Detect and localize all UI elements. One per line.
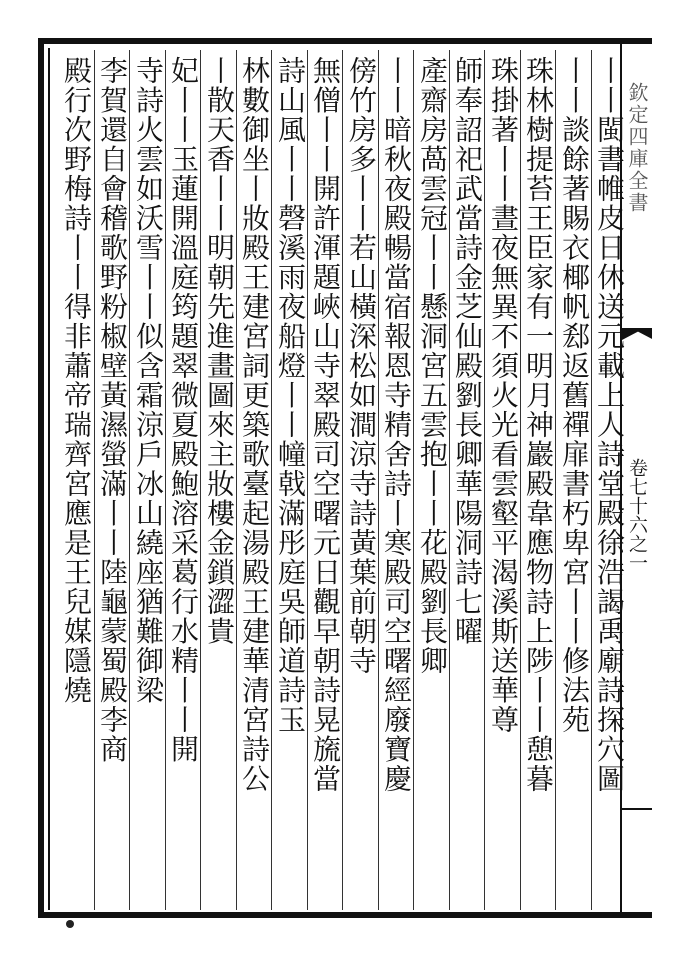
text-column-7: 丨丨暗秋夜殿暢當宿報恩寺精舍詩丨寒殿司空曙經廢寶慶 <box>380 56 413 794</box>
column-rule <box>342 50 343 910</box>
column-rule <box>271 50 272 910</box>
gutter-divider <box>622 808 654 810</box>
text-column-2: 丨丨談餘著賜衣椰帆郄返舊禪扉書朽卑宮丨丨修法苑 <box>558 56 591 735</box>
text-column-14: 寺詩火雲如沃雪丨丨似含霜涼戶冰山繞座猶難御梁 <box>132 56 165 705</box>
inner-border-line <box>48 48 50 910</box>
column-rule <box>200 50 201 910</box>
page-edge <box>652 38 666 918</box>
text-column-5: 師奉詔祀武當詩金芝仙殿劉長卿華陽洞詩七曜 <box>451 56 484 646</box>
column-rule <box>129 50 130 910</box>
gutter-volume: 卷七十六之一 <box>626 458 648 572</box>
text-column-13: 妃丨丨玉蓮開溫庭筠題翠微夏殿鮑溶采葛行水精丨丨開 <box>167 56 200 764</box>
gutter-book-title: 欽定四庫全書 <box>625 82 649 214</box>
fishtail-mark-icon <box>622 328 654 340</box>
text-column-1: 丨丨閩書帷皮日休送元載上人詩堂殿徐浩謁禹廟詩探穴圖 <box>593 56 626 794</box>
column-rule <box>413 50 414 910</box>
ink-dot-mark <box>66 920 74 928</box>
text-column-16: 殿行次野梅詩丨丨得非蕭帝瑞齊宮應是王兒媒隱燒 <box>60 56 93 705</box>
text-column-12: 丨散天香丨丨明朝先進畫圖來主妝樓金鎖澀貴 <box>203 56 236 646</box>
text-column-15: 李賀還自會稽歌野粉椒壁黃濕螢滿丨丨陸龜蒙蜀殿李商 <box>96 56 129 764</box>
text-column-9: 無僧丨丨開許渾題峽山寺翠殿司空曙元日觀早朝詩晃旒當 <box>309 56 342 794</box>
text-column-11: 林數御坐丨妝殿王建宮詞更築歌臺起湯殿王建華清宮詩公 <box>238 56 271 794</box>
text-column-4: 珠掛著丨丨晝夜無異不須火光看雲壑平渴溪斯送華尊 <box>487 56 520 735</box>
text-column-8: 傍竹房多丨丨若山橫深松如澗涼寺詩黃葉前朝寺 <box>345 56 378 676</box>
text-column-3: 珠林樹提苔王臣家有一明月神巖殿韋應物詩上陟丨丨憩暮 <box>522 56 555 794</box>
column-rule <box>484 50 485 910</box>
text-column-10: 詩山風丨丨磬溪雨夜船燈丨丨幢戟滿彤庭吳師道詩玉 <box>274 56 307 735</box>
column-rule <box>555 50 556 910</box>
text-column-6: 產齋房萵雲冠丨丨懸洞宮五雲抱丨丨花殿劉長卿 <box>416 56 449 676</box>
